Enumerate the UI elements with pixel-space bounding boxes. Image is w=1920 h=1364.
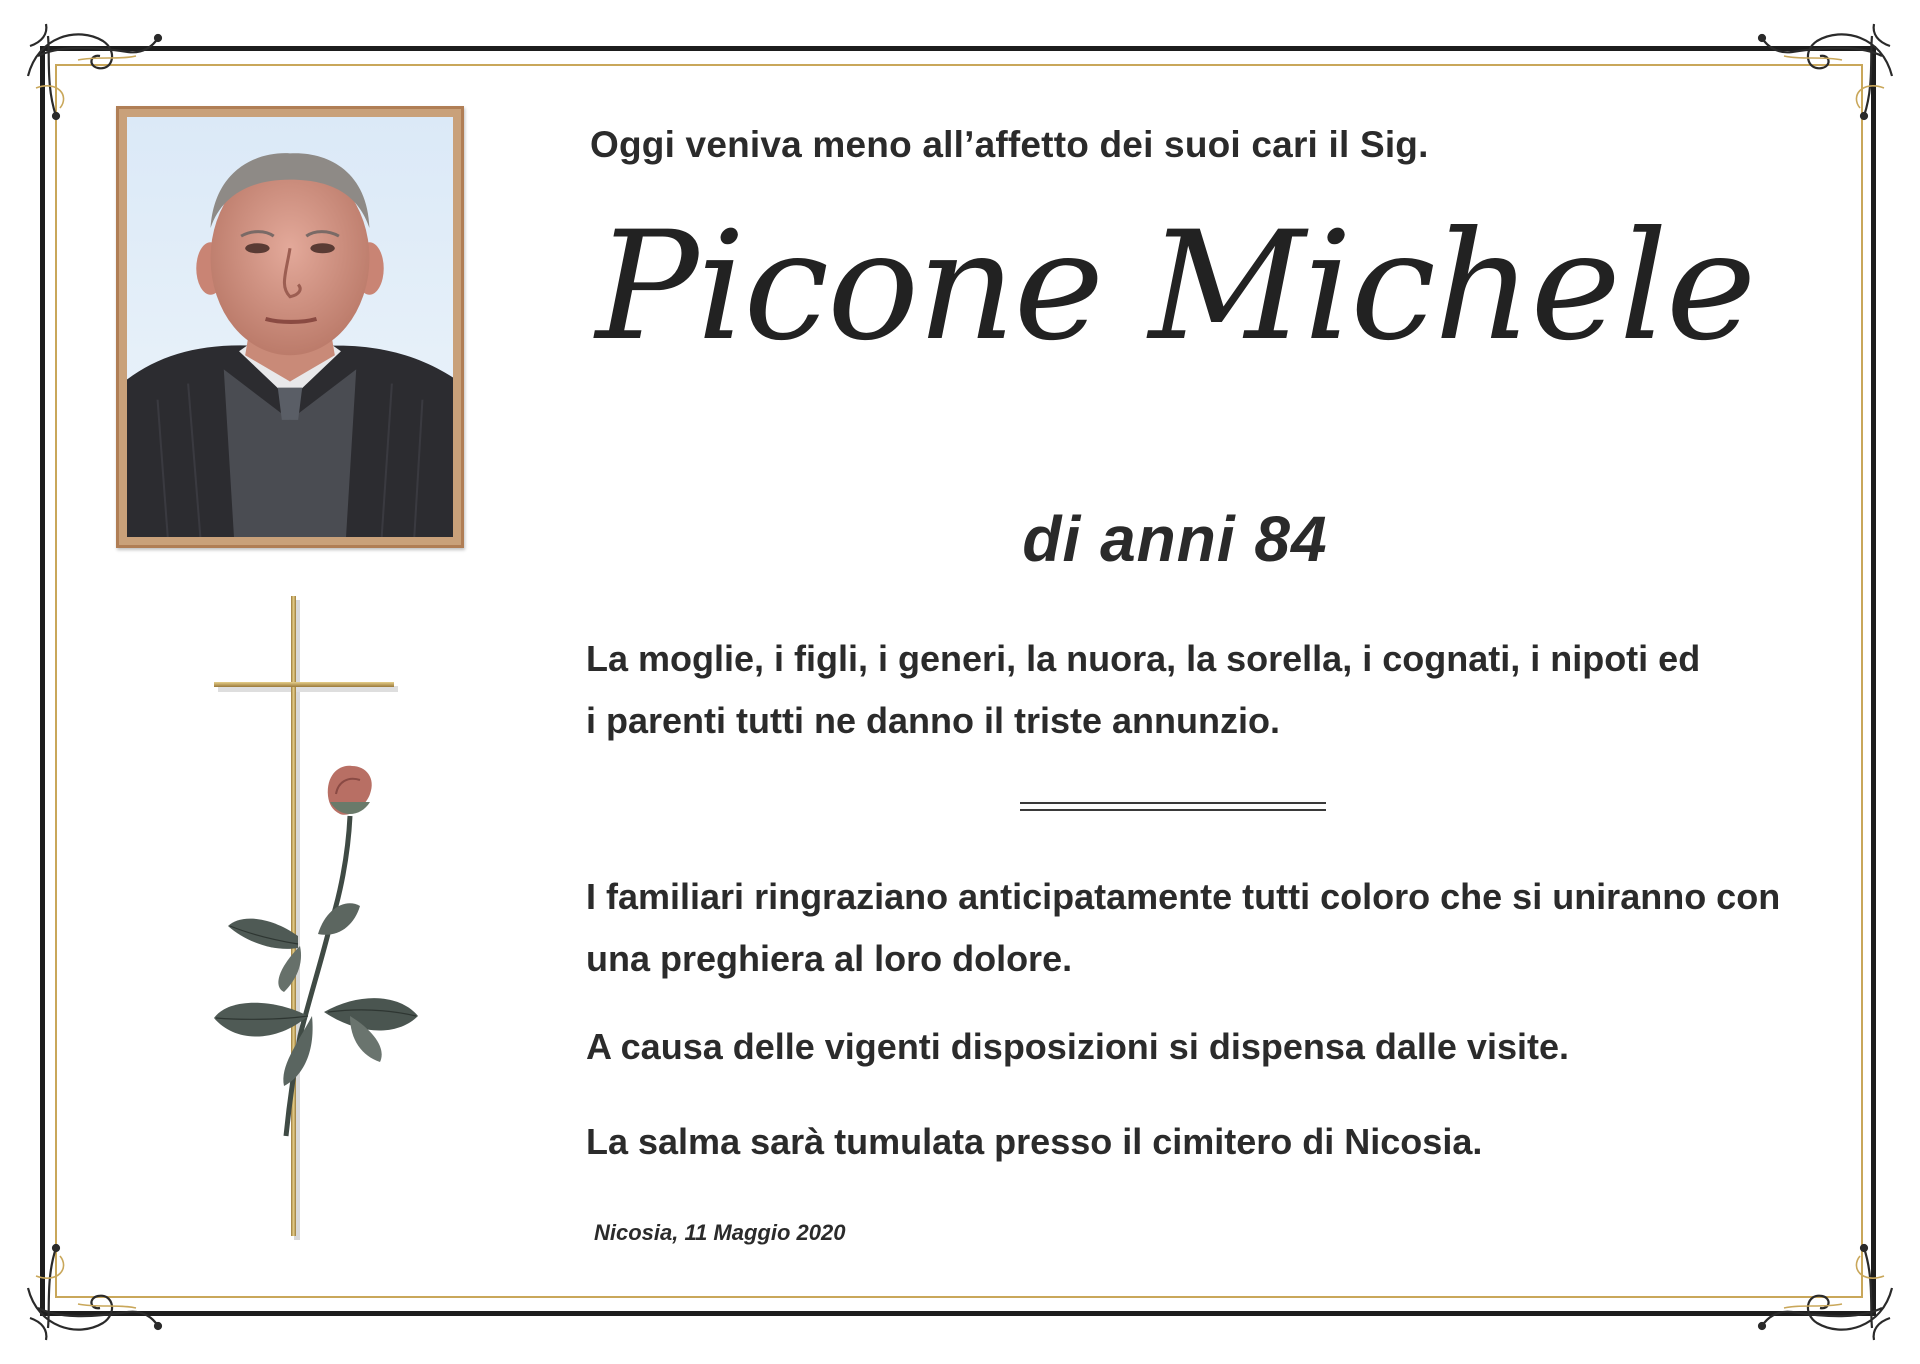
deceased-name: Picone Michele: [595, 200, 1755, 374]
family-announcement-line: i parenti tutti ne danno il triste annunzio.: [586, 700, 1281, 741]
double-line-divider: [1020, 802, 1326, 812]
thanks-message-line: I familiari ringraziano anticipatamente tutti coloro che si uniranno con: [586, 876, 1781, 917]
cross-with-rose: [200, 596, 460, 1256]
family-announcement-line: La moglie, i figli, i generi, la nuora, la sorella, i cognati, i nipoti ed: [586, 638, 1701, 679]
place-and-date: Nicosia, 11 Maggio 2020: [594, 1220, 846, 1245]
visits-notice: A causa delle vigenti disposizioni si dispensa dalle visite.: [586, 1026, 1569, 1067]
flourish-corner-icon: [18, 1238, 168, 1348]
portrait-photo: [127, 117, 453, 537]
thanks-message-line: una preghiera al loro dolore.: [586, 938, 1073, 979]
deceased-age: di anni 84: [1022, 503, 1328, 575]
portrait-photo-frame: [116, 106, 464, 548]
family-announcement: [586, 628, 1786, 752]
thanks-message: [586, 866, 1786, 990]
intro-line: Oggi veniva meno all’affetto dei suoi cari il Sig.: [590, 124, 1429, 165]
burial-notice: La salma sarà tumulata presso il cimitero di Nicosia.: [586, 1121, 1483, 1162]
rose-icon: [214, 766, 418, 1136]
flourish-corner-icon: [1752, 1238, 1902, 1348]
flourish-corner-icon: [1752, 16, 1902, 126]
